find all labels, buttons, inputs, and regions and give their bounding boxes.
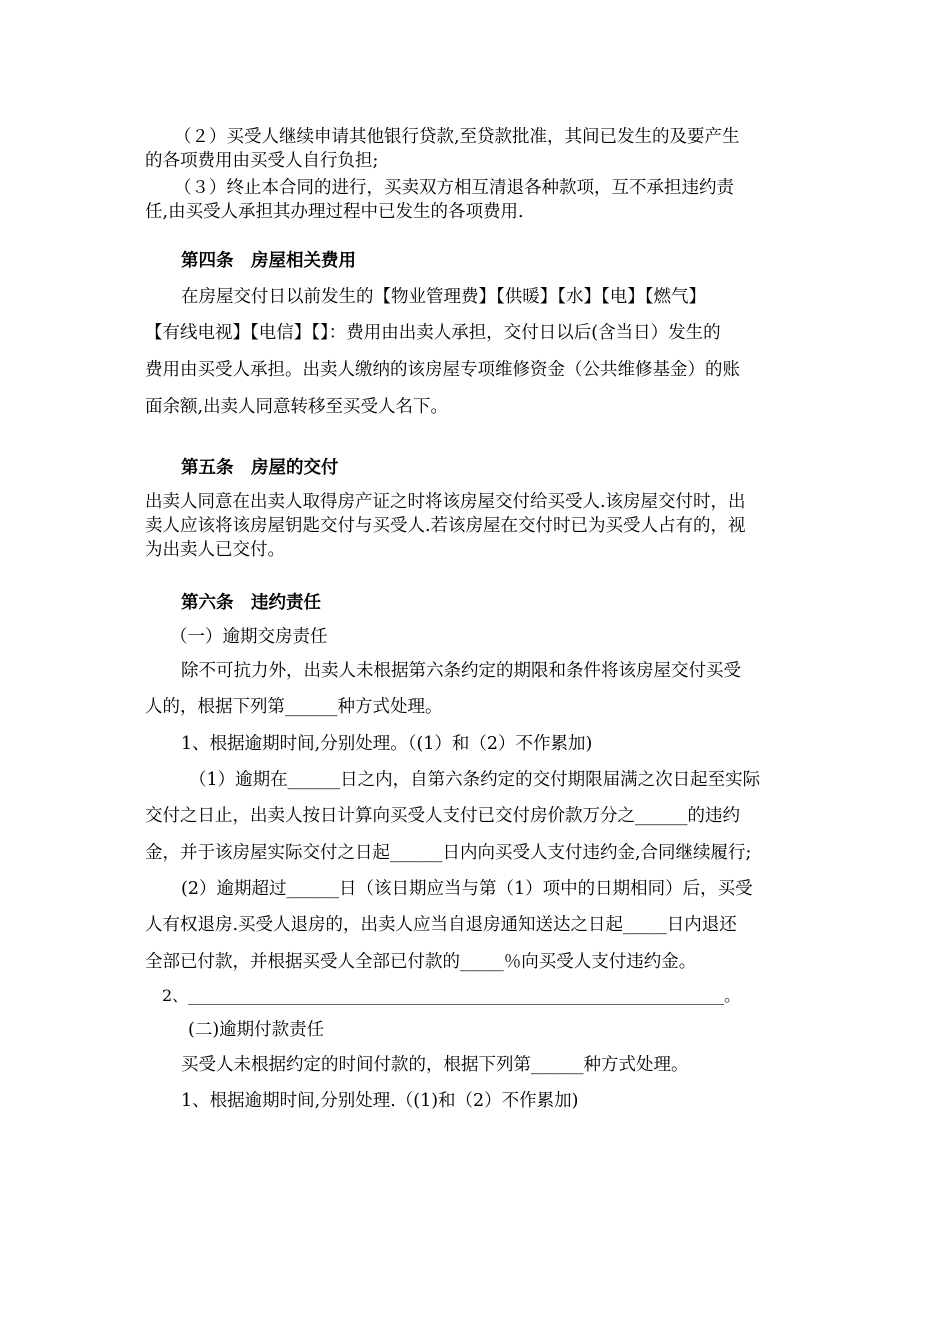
article-6-line-11: 2、___________________________________________________________________。 (162, 986, 741, 1005)
article-6-line-8: (2）逾期超过______日（该日期应当与第（1）项中的日期相同）后，买受 (181, 879, 753, 899)
article-4-heading: 第四条 房屋相关费用 (181, 251, 356, 271)
article-6-line-6: 交付之日止，出卖人按日计算向买受人支付已交付房价款万分之______的违约 (145, 806, 740, 826)
article-6-line-9: 人有权退房.买受人退房的，出卖人应当自退房通知送达之日起_____日内退还 (145, 915, 737, 935)
article-4-line-4: 面余额,出卖人同意转移至买受人名下。 (145, 397, 449, 417)
article-4-line-2: 【有线电视】【电信】【】：费用由出卖人承担，交付日以后(含当日）发生的 (145, 323, 721, 343)
clause-3-2-line-2: 的各项费用由买受人自行负担; (145, 151, 379, 171)
article-6-subheading-2: (二)逾期付款责任 (188, 1020, 325, 1040)
article-6-line-2: 除不可抗力外，出卖人未根据第六条约定的期限和条件将该房屋交付买受 (181, 661, 741, 681)
article-6-line-10: 全部已付款，并根据买受人全部已付款的_____％向买受人支付违约金。 (145, 952, 697, 972)
article-4-line-3: 费用由买受人承担。出卖人缴纳的该房屋专项维修资金（公共维修基金）的账 (145, 360, 740, 380)
article-5-line-2: 卖人应该将该房屋钥匙交付与买受人.若该房屋在交付时已为买受人占有的，视 (145, 516, 746, 536)
clause-3-3-line-1: （３）终止本合同的进行，买卖双方相互清退各种款项，互不承担违约责 (174, 178, 734, 198)
article-5-line-3: 为出卖人已交付。 (145, 540, 285, 560)
article-5-line-1: 出卖人同意在出卖人取得房产证之时将该房屋交付给买受人.该房屋交付时，出 (145, 492, 746, 512)
clause-3-3-line-2: 任,由买受人承担其办理过程中已发生的各项费用. (145, 202, 524, 222)
article-6-line-4: 1、根据逾期时间,分别处理。（(1）和（2）不作累加) (181, 734, 593, 754)
article-6-line-3: 人的，根据下列第______种方式处理。 (145, 697, 443, 717)
article-6-line-5: （1）逾期在______日之内，自第六条约定的交付期限届满之次日起至实际 (189, 770, 761, 790)
clause-3-2-line-1: （２）买受人继续申请其他银行贷款,至贷款批准，其间已发生的及要产生 (174, 127, 740, 147)
article-6-heading: 第六条 违约责任 (181, 593, 321, 613)
article-6-line-7: 金，并于该房屋实际交付之日起______日内向买受人支付违约金,合同继续履行; (145, 843, 752, 863)
article-6-line-14: 1、根据逾期时间,分别处理.（(1)和（2）不作累加) (181, 1091, 579, 1111)
article-6-line-13: 买受人未根据约定的时间付款的，根据下列第______种方式处理。 (181, 1055, 689, 1075)
article-4-line-1: 在房屋交付日以前发生的【物业管理费】【供暖】【水】【电】【燃气】 (181, 287, 706, 307)
article-6-subheading-1: （一）逾期交房责任 (170, 627, 328, 647)
article-5-heading: 第五条 房屋的交付 (181, 458, 339, 478)
